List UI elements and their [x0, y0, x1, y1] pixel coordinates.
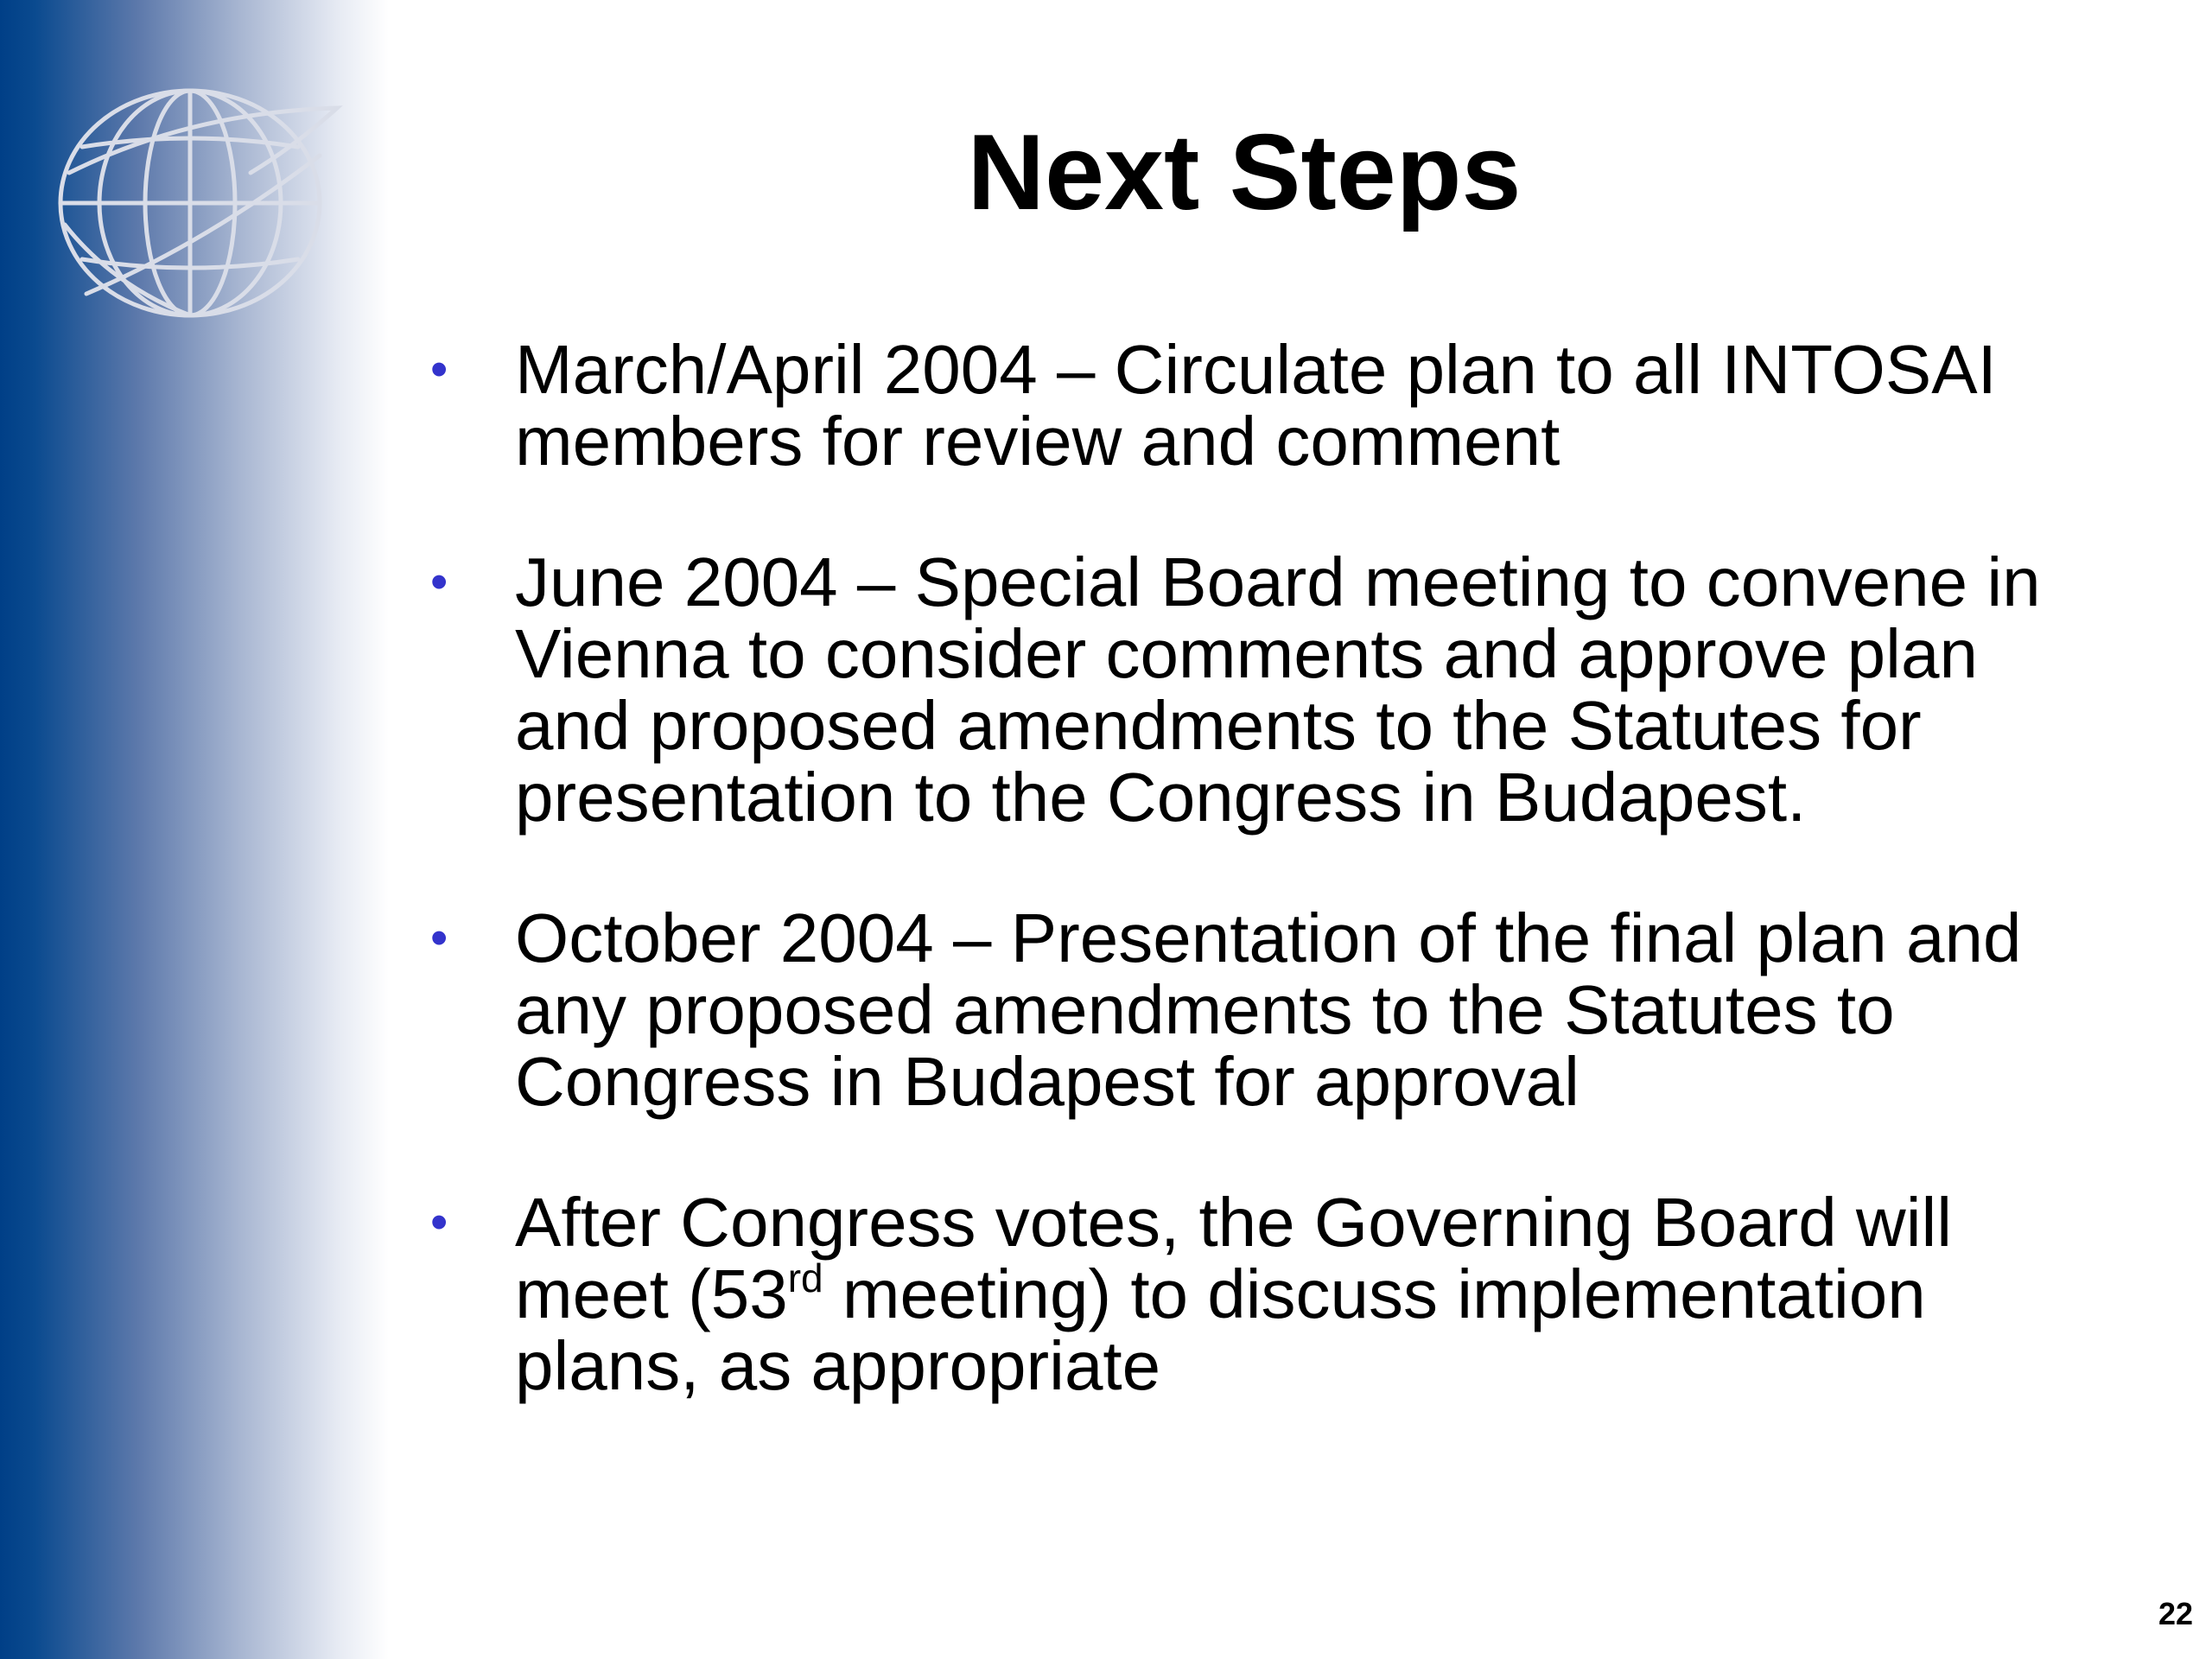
bullet-dot-icon: • — [430, 1194, 448, 1250]
bullet-dot-icon: • — [430, 554, 448, 610]
bullet-item — [430, 899, 2072, 1120]
bullet-text: October 2004 – Presentation of the final plan and any proposed amendments to the Statutes to Congress in Budapest for approval — [515, 899, 2022, 1120]
ordinal-superscript: rd — [787, 1255, 823, 1300]
bullet-dot-icon: • — [430, 341, 448, 397]
bullet-text-after: meeting) to discuss implementation plans, as appropriate — [515, 1255, 1926, 1404]
slide-title — [397, 112, 2212, 233]
bullet-list — [430, 331, 2072, 1471]
bullet-item — [430, 1186, 2072, 1402]
bullet-text-before: After Congress votes, the Governing Board will meet (53 — [515, 1184, 1953, 1332]
bullet-text: March/April 2004 – Circulate plan to all INTOSAI members for review and comment — [515, 331, 1997, 480]
bullet-text: June 2004 – Special Board meeting to convene in Vienna to consider comments and approve plan and proposed amendments to the Statutes for presentation to the Congress in Budapest. — [515, 543, 2041, 836]
slide-title-text: Next Steps — [967, 113, 1522, 232]
page-number: 22 — [2158, 1596, 2193, 1631]
bullet-dot-icon: • — [430, 910, 448, 966]
bullet-text — [515, 1184, 1952, 1404]
bullet-item — [430, 331, 2072, 480]
globe-logo-icon — [35, 78, 354, 337]
sidebar-gradient — [0, 0, 397, 1659]
bullet-item — [430, 543, 2072, 836]
